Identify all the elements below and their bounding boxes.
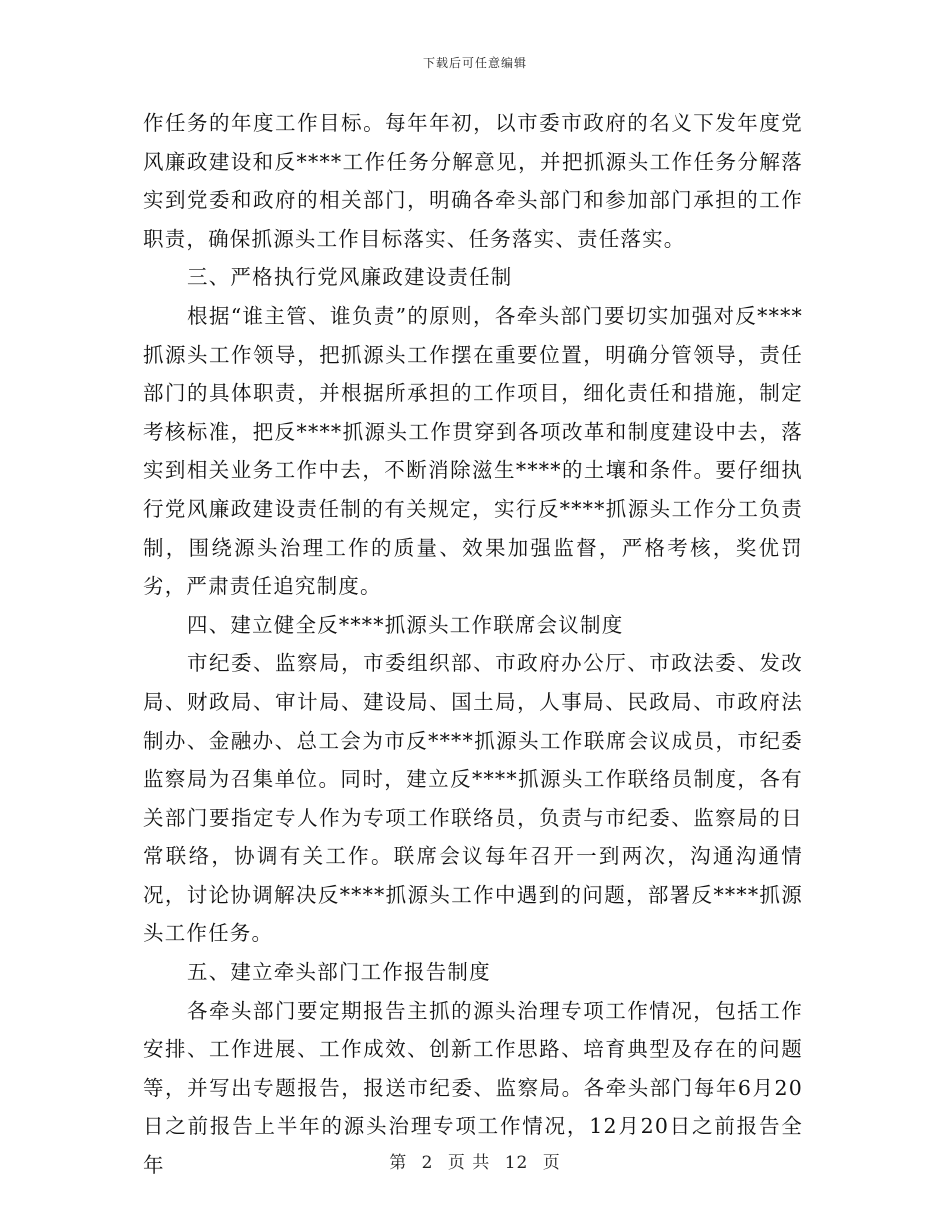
page-header: 下载后可任意编辑 — [422, 56, 527, 70]
page-number: 2 — [421, 1153, 434, 1173]
footer-suffix: 页 — [542, 1153, 561, 1173]
paragraph: 市纪委、监察局，市委组织部、市政府办公厅、市政法委、发改局、财政局、审计局、建设局、国土局，人事局、民政局、市政府法制办、金融办、总工会为市反****抓源头工作联席会议成员，市纪委监察局为召集单位。同时，建立反****抓源头工作联络员制度，各有关部门要指定专人作为专项工作联络员，负责与市纪委、监察局的日常联络，协调有关工作。联席会议每年召开一到两次，沟通沟通情况，讨论协调解决反****抓源头工作中遇到的问题，部署反****抓源头工作任务。 — [143, 651, 803, 946]
page-footer — [0, 1148, 950, 1173]
footer-prefix: 第 — [389, 1153, 408, 1173]
section-heading: 四、建立健全反****抓源头工作联席会议制度 — [187, 612, 624, 637]
paragraph: 各牵头部门要定期报告主抓的源头治理专项工作情况，包括工作安排、工作进展、工作成效、创新工作思路、培育典型及存在的问题等，并写出专题报告，报送市纪委、监察局。各牵头部门每年6月20日之前报告上半年的源头治理专项工作情况，12月20日之前报告全年 — [143, 998, 803, 1178]
section-heading: 三、严格执行党风廉政建设责任制 — [187, 265, 513, 290]
paragraph: 作任务的年度工作目标。每年年初，以市委市政府的名义下发年度党风廉政建设和反****工作任务分解意见，并把抓源头工作任务分解落实到党委和政府的相关部门，明确各牵头部门和参加部门承担的工作职责，确保抓源头工作目标落实、任务落实、责任落实。 — [143, 111, 803, 251]
footer-middle: 页 共 — [447, 1153, 491, 1173]
document-body — [143, 104, 803, 1185]
page-total: 12 — [504, 1153, 529, 1173]
paragraph: 根据“谁主管、谁负责”的原则，各牵头部门要切实加强对反****抓源头工作领导，把抓源头工作摆在重要位置，明确分管领导，责任部门的具体职责，并根据所承担的工作项目，细化责任和措施，制定考核标准，把反****抓源头工作贯穿到各项改革和制度建设中去，落实到相关业务工作中去，不断消除滋生****的土壤和条件。要仔细执行党风廉政建设责任制的有关规定，实行反****抓源头工作分工负责制，围绕源头治理工作的质量、效果加强监督，严格考核，奖优罚劣，严肃责任追究制度。 — [143, 303, 803, 599]
section-heading: 五、建立牵头部门工作报告制度 — [187, 960, 491, 985]
